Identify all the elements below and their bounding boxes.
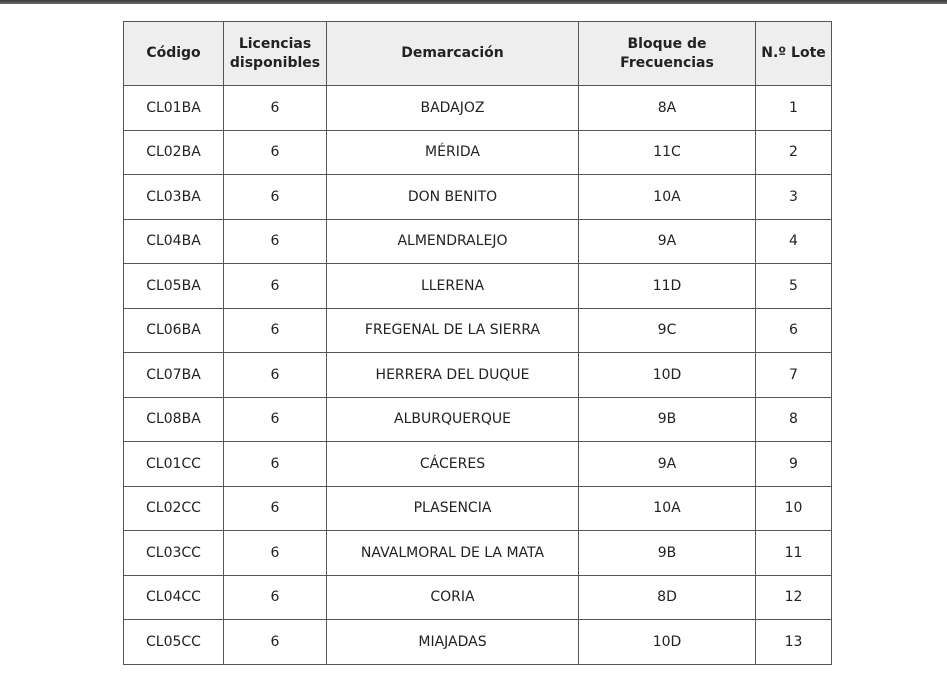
cell-demarcacion: MIAJADAS [327, 620, 579, 665]
cell-lote: 1 [756, 86, 832, 131]
cell-codigo: CL05BA [124, 264, 224, 309]
cell-demarcacion: ALMENDRALEJO [327, 219, 579, 264]
cell-bloque: 10D [579, 353, 756, 398]
cell-codigo: CL01CC [124, 442, 224, 487]
cell-lote: 10 [756, 486, 832, 531]
cell-demarcacion: LLERENA [327, 264, 579, 309]
cell-licencias: 6 [224, 575, 327, 620]
cell-bloque: 10D [579, 620, 756, 665]
cell-bloque: 9C [579, 308, 756, 353]
cell-demarcacion: ALBURQUERQUE [327, 397, 579, 442]
header-licencias-disponibles: Licencias disponibles [224, 22, 327, 86]
table-row [124, 86, 832, 131]
cell-codigo: CL07BA [124, 353, 224, 398]
cell-demarcacion: HERRERA DEL DUQUE [327, 353, 579, 398]
table-header-row [124, 22, 832, 86]
cell-licencias: 6 [224, 264, 327, 309]
cell-lote: 7 [756, 353, 832, 398]
cell-licencias: 6 [224, 442, 327, 487]
cell-licencias: 6 [224, 86, 327, 131]
cell-bloque: 9A [579, 442, 756, 487]
cell-lote: 13 [756, 620, 832, 665]
cell-lote: 11 [756, 531, 832, 576]
cell-licencias: 6 [224, 175, 327, 220]
cell-codigo: CL02BA [124, 130, 224, 175]
header-demarcacion: Demarcación [327, 22, 579, 86]
cell-codigo: CL06BA [124, 308, 224, 353]
cell-licencias: 6 [224, 397, 327, 442]
cell-bloque: 9B [579, 531, 756, 576]
cell-demarcacion: CORIA [327, 575, 579, 620]
table-body [124, 86, 832, 665]
cell-demarcacion: NAVALMORAL DE LA MATA [327, 531, 579, 576]
cell-licencias: 6 [224, 531, 327, 576]
cell-lote: 2 [756, 130, 832, 175]
cell-bloque: 8A [579, 86, 756, 131]
cell-demarcacion: FREGENAL DE LA SIERRA [327, 308, 579, 353]
cell-codigo: CL04CC [124, 575, 224, 620]
cell-lote: 9 [756, 442, 832, 487]
table-row [124, 397, 832, 442]
table-row [124, 219, 832, 264]
cell-lote: 4 [756, 219, 832, 264]
cell-lote: 5 [756, 264, 832, 309]
cell-demarcacion: PLASENCIA [327, 486, 579, 531]
cell-bloque: 8D [579, 575, 756, 620]
cell-bloque: 11C [579, 130, 756, 175]
licenses-table [123, 21, 832, 665]
cell-bloque: 10A [579, 175, 756, 220]
table-row [124, 486, 832, 531]
cell-licencias: 6 [224, 130, 327, 175]
table-row [124, 175, 832, 220]
cell-codigo: CL05CC [124, 620, 224, 665]
cell-demarcacion: MÉRIDA [327, 130, 579, 175]
cell-licencias: 6 [224, 353, 327, 398]
table-row [124, 264, 832, 309]
header-numero-lote: N.º Lote [756, 22, 832, 86]
cell-codigo: CL03CC [124, 531, 224, 576]
table-row [124, 353, 832, 398]
cell-bloque: 10A [579, 486, 756, 531]
cell-lote: 8 [756, 397, 832, 442]
cell-demarcacion: BADAJOZ [327, 86, 579, 131]
cell-lote: 12 [756, 575, 832, 620]
cell-codigo: CL03BA [124, 175, 224, 220]
cell-demarcacion: CÁCERES [327, 442, 579, 487]
table-row [124, 130, 832, 175]
cell-bloque: 11D [579, 264, 756, 309]
cell-codigo: CL04BA [124, 219, 224, 264]
top-border-bar [0, 0, 947, 4]
header-codigo: Código [124, 22, 224, 86]
header-bloque-frecuencias: Bloque de Frecuencias [579, 22, 756, 86]
cell-licencias: 6 [224, 308, 327, 353]
table-row [124, 531, 832, 576]
cell-codigo: CL08BA [124, 397, 224, 442]
cell-codigo: CL02CC [124, 486, 224, 531]
cell-demarcacion: DON BENITO [327, 175, 579, 220]
table-row [124, 442, 832, 487]
cell-licencias: 6 [224, 219, 327, 264]
cell-codigo: CL01BA [124, 86, 224, 131]
cell-licencias: 6 [224, 486, 327, 531]
table-row [124, 575, 832, 620]
cell-bloque: 9A [579, 219, 756, 264]
table-row [124, 620, 832, 665]
cell-lote: 3 [756, 175, 832, 220]
cell-bloque: 9B [579, 397, 756, 442]
table-row [124, 308, 832, 353]
cell-licencias: 6 [224, 620, 327, 665]
cell-lote: 6 [756, 308, 832, 353]
